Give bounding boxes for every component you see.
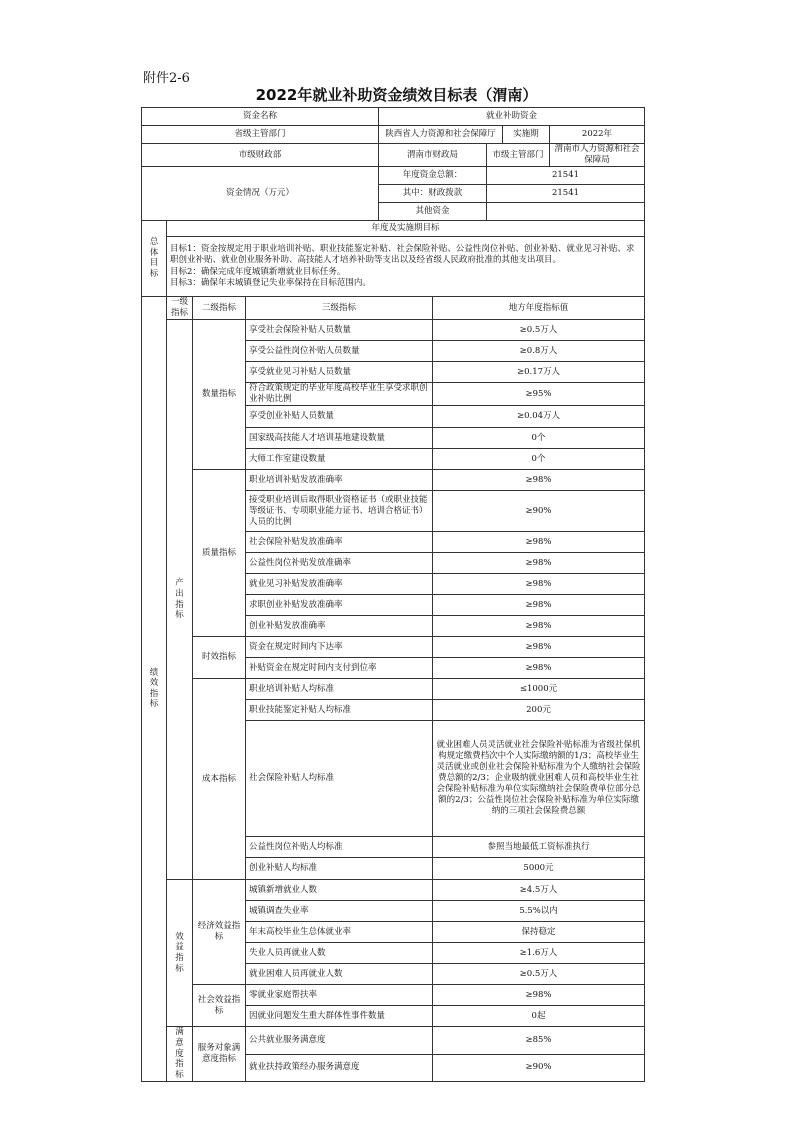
indicator-name: 就业困难人员再就业人数 bbox=[246, 964, 433, 985]
indicator-value: ≥98% bbox=[433, 470, 645, 491]
performance-table bbox=[141, 107, 645, 1082]
benefit-indicator-label bbox=[167, 880, 193, 1027]
indicator-value: ≥98% bbox=[433, 616, 645, 637]
goal-1: 目标1：资金按规定用于职业培训补贴、职业技能鉴定补贴、社会保险补贴、公益性岗位补贴、创业补贴、就业见习补贴、求职创业补贴、就业创业服务补助、高技能人才培养补助等支出以及经省级人民政府批准的其他支出项目。 bbox=[170, 243, 635, 266]
annual-total-value: 21541 bbox=[487, 167, 645, 185]
satisfaction-indicator-label bbox=[167, 1027, 193, 1082]
other-fund-label: 其他资金 bbox=[379, 203, 487, 221]
indicator-value: ≥0.5万人 bbox=[433, 320, 645, 341]
indicator-value: 200元 bbox=[433, 700, 645, 721]
indicator-name: 职业技能鉴定补贴人均标准 bbox=[246, 700, 433, 721]
indicator-name: 城镇新增就业人数 bbox=[246, 880, 433, 901]
perf-indicator-label bbox=[142, 297, 167, 1082]
city-fin-label: 市级财政部 bbox=[142, 144, 379, 167]
indicator-name: 国家级高技能人才培训基地建设数量 bbox=[246, 428, 433, 449]
indicator-value: ≥90% bbox=[433, 1054, 645, 1081]
indicator-name: 资金在规定时间内下达率 bbox=[246, 637, 433, 658]
indicator-value: ≥98% bbox=[433, 553, 645, 574]
indicator-value: 保持稳定 bbox=[433, 922, 645, 943]
indicator-value: ≥0.17万人 bbox=[433, 362, 645, 383]
indicator-value: 0个 bbox=[433, 449, 645, 470]
timeliness-indicator-label: 时效指标 bbox=[193, 637, 246, 679]
indicator-name: 职业培训补贴发放准确率 bbox=[246, 470, 433, 491]
indicator-name: 零就业家庭帮扶率 bbox=[246, 985, 433, 1006]
indicator-name: 公益性岗位补贴人均标准 bbox=[246, 837, 433, 858]
city-fin-value: 渭南市财政局 bbox=[379, 144, 487, 167]
indicator-value: ≥0.5万人 bbox=[433, 964, 645, 985]
fund-name-value: 就业补助资金 bbox=[379, 108, 645, 126]
indicator-value: ≤1000元 bbox=[433, 679, 645, 700]
indicator-value: 参照当地最低工资标准执行 bbox=[433, 837, 645, 858]
city-dept-label: 市级主管部门 bbox=[487, 144, 550, 167]
indicator-value: ≥98% bbox=[433, 985, 645, 1006]
indicator-value: ≥95% bbox=[433, 383, 645, 406]
period-label: 实施期 bbox=[503, 126, 550, 144]
table-body bbox=[142, 108, 645, 1082]
indicator-name: 失业人员再就业人数 bbox=[246, 943, 433, 964]
indicator-value: 0个 bbox=[433, 428, 645, 449]
indicator-value: ≥98% bbox=[433, 532, 645, 553]
col-value: 地方年度指标值 bbox=[433, 297, 645, 320]
col-level1: 一级指标 bbox=[167, 297, 193, 320]
fund-situation-label: 资金情况（万元） bbox=[142, 167, 379, 221]
quantity-indicator-label: 数量指标 bbox=[193, 320, 246, 470]
attachment-label: 附件2-6 bbox=[143, 71, 190, 86]
benefit-indicator-text: 效益指标 bbox=[175, 931, 184, 974]
indicator-value: ≥4.5万人 bbox=[433, 880, 645, 901]
indicator-value: ≥98% bbox=[433, 637, 645, 658]
indicator-name: 城镇调查失业率 bbox=[246, 901, 433, 922]
indicator-name: 享受社会保险补贴人员数量 bbox=[246, 320, 433, 341]
indicator-name: 享受就业见习补贴人员数量 bbox=[246, 362, 433, 383]
indicator-value: ≥90% bbox=[433, 491, 645, 532]
indicator-value: ≥98% bbox=[433, 595, 645, 616]
city-dept-value: 渭南市人力资源和社会保障局 bbox=[550, 144, 645, 167]
indicator-name: 因就业问题发生重大群体性事件数量 bbox=[246, 1006, 433, 1027]
indicator-name: 符合政策规定的毕业年度高校毕业生享受求职创业补贴比例 bbox=[246, 383, 433, 406]
indicator-value: 5000元 bbox=[433, 858, 645, 880]
econ-indicator-label: 经济效益指标 bbox=[193, 880, 246, 985]
indicator-value: ≥1.6万人 bbox=[433, 943, 645, 964]
indicator-name: 公益性岗位补贴发放准确率 bbox=[246, 553, 433, 574]
indicator-name: 补贴资金在规定时间内支付到位率 bbox=[246, 658, 433, 679]
quality-indicator-label: 质量指标 bbox=[193, 470, 246, 637]
period-value: 2022年 bbox=[550, 126, 645, 144]
col-level3: 三级指标 bbox=[246, 297, 433, 320]
indicator-name: 就业扶持政策经办服务满意度 bbox=[246, 1054, 433, 1081]
indicator-value: 0起 bbox=[433, 1006, 645, 1027]
indicator-value: ≥98% bbox=[433, 658, 645, 679]
prov-dept-label: 省级主管部门 bbox=[142, 126, 379, 144]
other-fund-value bbox=[487, 203, 645, 221]
indicator-name: 大师工作室建设数量 bbox=[246, 449, 433, 470]
indicator-name: 社会保险补贴发放准确率 bbox=[246, 532, 433, 553]
goal-2: 目标2：确保完成年度城镇新增就业目标任务。 bbox=[170, 266, 346, 277]
indicator-name: 就业见习补贴发放准确率 bbox=[246, 574, 433, 595]
goal-3: 目标3：确保年末城镇登记失业率保持在目标范围内。 bbox=[170, 278, 371, 289]
indicator-name: 年末高校毕业生总体就业率 bbox=[246, 922, 433, 943]
overall-goals bbox=[167, 237, 645, 297]
indicator-value: ≥85% bbox=[433, 1027, 645, 1054]
indicator-name: 公共就业服务满意度 bbox=[246, 1027, 433, 1054]
service-indicator-label: 服务对象满意度指标 bbox=[193, 1027, 246, 1082]
satisfaction-indicator-text: 满意度指标 bbox=[175, 1027, 184, 1080]
col-level2: 二级指标 bbox=[193, 297, 246, 320]
indicator-value: 就业困难人员灵活就业社会保险补贴标准为省级社保机构规定缴费档次中个人实际缴纳额的1/3；高校毕业生灵活就业或创业社会保险补贴标准为个人缴纳社会保险费总额的2/3；企业吸纳就业困难人员和高校毕业生社会保险补贴标准为单位实际缴纳社会保险费单位部分总额的2/3；公益性岗位社会保险补贴标准为单位实际缴纳的三项社会保险费总额 bbox=[433, 721, 645, 837]
overall-subheader: 年度及实施期目标 bbox=[167, 221, 645, 237]
indicator-name: 社会保险补贴人均标准 bbox=[246, 721, 433, 837]
indicator-name: 创业补贴发放准确率 bbox=[246, 616, 433, 637]
indicator-value: ≥0.04万人 bbox=[433, 406, 645, 428]
indicator-value: ≥98% bbox=[433, 574, 645, 595]
overall-goal-label bbox=[142, 221, 167, 297]
cost-indicator-label: 成本指标 bbox=[193, 679, 246, 880]
indicator-name: 接受职业培训后取得职业资格证书（或职业技能等级证书、专项职业能力证书、培训合格证书）人员的比例 bbox=[246, 491, 433, 532]
indicator-name: 享受公益性岗位补贴人员数量 bbox=[246, 341, 433, 362]
fiscal-value: 21541 bbox=[487, 185, 645, 203]
output-indicator-text: 产出指标 bbox=[175, 578, 184, 621]
social-indicator-label: 社会效益指标 bbox=[193, 985, 246, 1027]
indicator-name: 享受创业补贴人员数量 bbox=[246, 406, 433, 428]
overall-goal-text: 总体目标 bbox=[149, 237, 159, 279]
indicator-name: 创业补贴人均标准 bbox=[246, 858, 433, 880]
output-indicator-label bbox=[167, 320, 193, 880]
indicator-name: 职业培训补贴人均标准 bbox=[246, 679, 433, 700]
page-title: 2022年就业补助资金绩效目标表（渭南） bbox=[255, 86, 538, 104]
fund-name-label: 资金名称 bbox=[142, 108, 379, 126]
indicator-value: 5.5%以内 bbox=[433, 901, 645, 922]
perf-indicator-text: 绩效指标 bbox=[149, 667, 159, 710]
annual-total-label: 年度资金总额： bbox=[379, 167, 487, 185]
indicator-name: 求职创业补贴发放准确率 bbox=[246, 595, 433, 616]
prov-dept-value: 陕西省人力资源和社会保障厅 bbox=[379, 126, 503, 144]
indicator-value: ≥0.8万人 bbox=[433, 341, 645, 362]
fiscal-label: 其中：财政拨款 bbox=[379, 185, 487, 203]
